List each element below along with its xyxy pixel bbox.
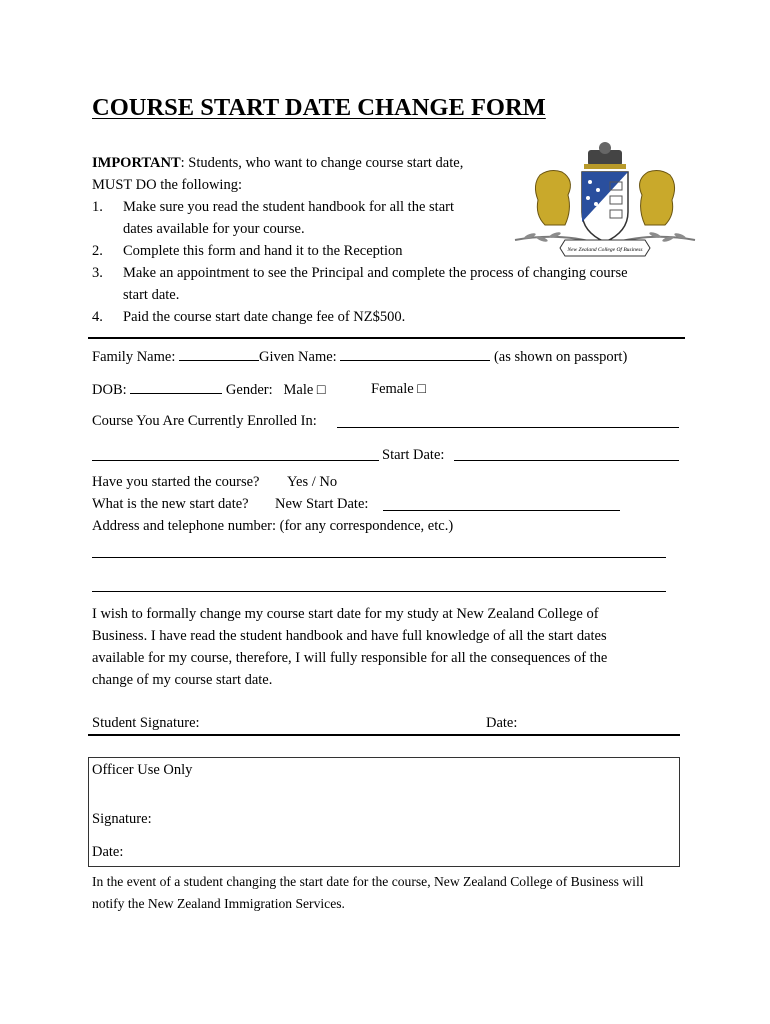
footer-line: In the event of a student changing the start date for the course, New Zealand College of Business will: [92, 874, 644, 889]
declaration-line: Business. I have read the student handbook and have full knowledge of all the start dates: [92, 628, 607, 644]
family-name-field[interactable]: [179, 348, 259, 361]
officer-date-label: Date:: [92, 844, 124, 860]
given-name-label: Given Name:: [259, 349, 337, 365]
item-text: dates available for your course.: [123, 221, 305, 237]
yes-no-option[interactable]: Yes / No: [287, 474, 338, 490]
item-text: Make sure you read the student handbook for all the start: [123, 199, 454, 215]
item-number: 3.: [92, 265, 103, 281]
dob-field[interactable]: [130, 381, 222, 394]
address-field-line2[interactable]: [92, 591, 666, 592]
new-start-field[interactable]: [383, 510, 620, 511]
officer-heading: Officer Use Only: [92, 762, 193, 778]
item-text: Make an appointment to see the Principal and complete the process of changing course: [123, 265, 628, 281]
item-text: Complete this form and hand it to the Reception: [123, 243, 403, 259]
item-number: 2.: [92, 243, 103, 259]
item-number: 4.: [92, 309, 103, 325]
declaration-line: available for my course, therefore, I will fully responsible for all the consequences of the: [92, 650, 608, 666]
item-text: start date.: [123, 287, 180, 303]
important-intro-text: : Students, who want to change course start date,: [180, 155, 464, 171]
start-date-field[interactable]: [454, 460, 679, 461]
course-enrolled-field[interactable]: [337, 427, 679, 428]
item-text: Paid the course start date change fee of NZ$500.: [123, 309, 406, 325]
address-label: Address and telephone number: (for any correspondence, etc.): [92, 518, 454, 534]
started-question: Have you started the course?: [92, 474, 260, 490]
family-name-label: Family Name:: [92, 349, 176, 365]
signature-date-label: Date:: [486, 715, 518, 731]
start-date-label: Start Date:: [382, 447, 445, 463]
important-label: IMPORTANT: [92, 155, 181, 171]
important-must: MUST DO the following:: [92, 177, 242, 193]
student-signature-label: Student Signature:: [92, 715, 200, 731]
dob-row: [92, 381, 326, 399]
name-row: [92, 348, 627, 366]
section-divider: [88, 337, 685, 339]
declaration-line: I wish to formally change my course start date for my study at New Zealand College of: [92, 606, 599, 622]
female-checkbox[interactable]: Female □: [371, 381, 427, 397]
given-name-field[interactable]: [340, 348, 490, 361]
gender-label: Gender:: [225, 382, 273, 398]
item-number: 1.: [92, 199, 103, 215]
footer-line: notify the New Zealand Immigration Services.: [92, 896, 345, 911]
course-enrolled-field-line2[interactable]: [92, 460, 379, 461]
crest-banner-text: New Zealand College Of Business: [567, 247, 643, 253]
officer-signature-label: Signature:: [92, 811, 152, 827]
signature-divider: [88, 734, 680, 736]
form-title: COURSE START DATE CHANGE FORM: [92, 94, 546, 121]
dob-label: DOB:: [92, 382, 127, 398]
new-start-question: What is the new start date?: [92, 496, 249, 512]
new-start-label: New Start Date:: [275, 496, 369, 512]
male-checkbox[interactable]: Male □: [283, 382, 326, 398]
passport-note: (as shown on passport): [493, 349, 628, 365]
college-crest-icon: [510, 140, 700, 260]
address-field-line1[interactable]: [92, 557, 666, 558]
course-enrolled-label: Course You Are Currently Enrolled In:: [92, 413, 317, 429]
important-intro: [92, 155, 463, 172]
declaration-line: change of my course start date.: [92, 672, 273, 688]
